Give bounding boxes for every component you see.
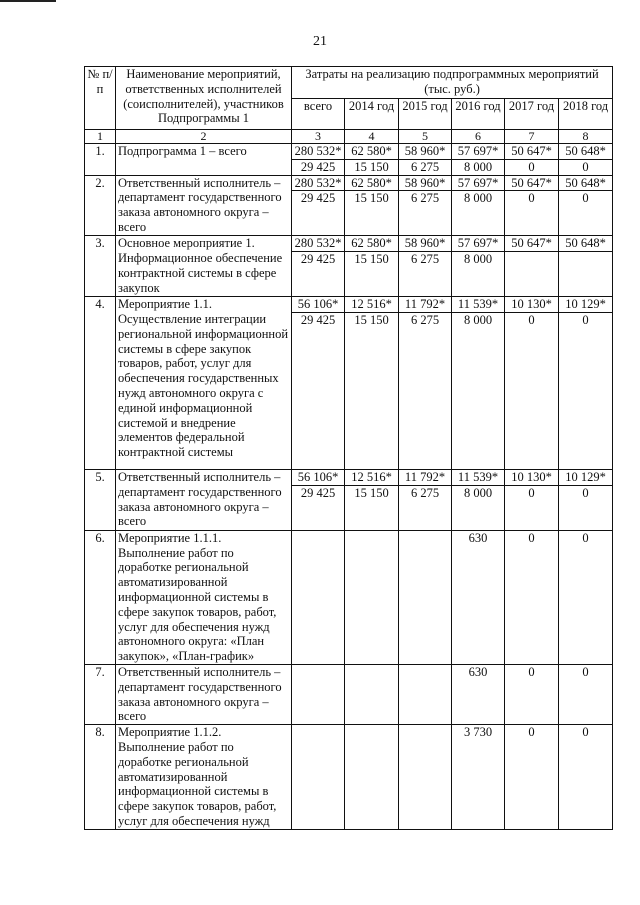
column-number: 3 — [292, 130, 345, 144]
value-cell: 6 275 — [399, 485, 452, 530]
row-number: 3. — [85, 236, 116, 297]
column-number: 1 — [85, 130, 116, 144]
value-cell: 10 129* — [559, 297, 613, 313]
value-cell: 0 — [505, 159, 559, 175]
value-cell — [345, 664, 399, 724]
value-cell: 0 — [559, 159, 613, 175]
value-cell: 15 150 — [345, 252, 399, 297]
value-cell: 8 000 — [452, 485, 505, 530]
column-number: 8 — [559, 130, 613, 144]
value-cell: 0 — [559, 530, 613, 664]
value-cell: 6 275 — [399, 312, 452, 469]
row-name: Подпрограмма 1 – всего — [116, 144, 292, 176]
value-cell: 280 532* — [292, 144, 345, 160]
value-cell: 0 — [505, 312, 559, 469]
header-year: 2018 год — [559, 99, 613, 130]
table-row — [85, 469, 613, 485]
value-cell: 58 960* — [399, 175, 452, 191]
value-cell: 10 130* — [505, 469, 559, 485]
value-cell: 29 425 — [292, 191, 345, 236]
table-row — [85, 175, 613, 191]
row-name: Ответственный исполнитель – департамент государственного заказа автономного округа – всего — [116, 664, 292, 724]
value-cell: 0 — [559, 191, 613, 236]
column-number: 6 — [452, 130, 505, 144]
value-cell: 6 275 — [399, 191, 452, 236]
value-cell: 15 150 — [345, 191, 399, 236]
value-cell — [292, 664, 345, 724]
row-name: Ответственный исполнитель – департамент государственного заказа автономного округа – всего — [116, 469, 292, 530]
value-cell: 0 — [505, 191, 559, 236]
value-cell: 57 697* — [452, 175, 505, 191]
value-cell: 62 580* — [345, 175, 399, 191]
value-cell: 0 — [505, 485, 559, 530]
table-row — [85, 144, 613, 160]
header-row — [85, 67, 613, 99]
table-row — [85, 297, 613, 313]
value-cell: 62 580* — [345, 144, 399, 160]
table-row — [85, 236, 613, 252]
row-number: 4. — [85, 297, 116, 470]
value-cell: 0 — [559, 485, 613, 530]
value-cell: 8 000 — [452, 159, 505, 175]
value-cell: 10 129* — [559, 469, 613, 485]
row-number: 8. — [85, 725, 116, 830]
value-cell: 8 000 — [452, 312, 505, 469]
value-cell: 10 130* — [505, 297, 559, 313]
value-cell: 11 792* — [399, 469, 452, 485]
value-cell: 630 — [452, 664, 505, 724]
value-cell — [559, 252, 613, 297]
value-cell — [505, 252, 559, 297]
row-number: 2. — [85, 175, 116, 236]
value-cell: 6 275 — [399, 159, 452, 175]
value-cell — [399, 725, 452, 830]
row-number: 1. — [85, 144, 116, 176]
value-cell: 12 516* — [345, 469, 399, 485]
value-cell: 11 539* — [452, 469, 505, 485]
value-cell: 280 532* — [292, 236, 345, 252]
header-year: 2015 год — [399, 99, 452, 130]
row-name: Мероприятие 1.1.2. Выполнение работ по доработке региональной автоматизированной информационной системы в сфере закупок товаров, работ, услуг для обеспечения нужд — [116, 725, 292, 830]
row-name: Основное мероприятие 1. Информационное обеспечение контрактной системы в сфере закупок — [116, 236, 292, 297]
value-cell: 50 647* — [505, 236, 559, 252]
value-cell: 29 425 — [292, 312, 345, 469]
row-name: Мероприятие 1.1.1. Выполнение работ по доработке региональной автоматизированной информационной системы в сфере закупок товаров, работ, услуг для обеспечения нужд автономного округа: «План закупок», «План-график» — [116, 530, 292, 664]
value-cell: 57 697* — [452, 144, 505, 160]
column-number: 4 — [345, 130, 399, 144]
value-cell: 29 425 — [292, 485, 345, 530]
header-year: 2016 год — [452, 99, 505, 130]
value-cell: 56 106* — [292, 469, 345, 485]
value-cell: 0 — [505, 725, 559, 830]
column-number: 2 — [116, 130, 292, 144]
value-cell: 0 — [505, 664, 559, 724]
value-cell: 0 — [505, 530, 559, 664]
value-cell — [399, 530, 452, 664]
value-cell: 0 — [559, 312, 613, 469]
value-cell: 50 648* — [559, 144, 613, 160]
value-cell: 50 647* — [505, 175, 559, 191]
row-name: Мероприятие 1.1. Осуществление интеграции региональной информационной системы в сфере закупок товаров, работ, услуг для обеспечения государственных нужд автономного округа с единой информационной системой и внедрение элементов федеральной контрактной системы — [116, 297, 292, 470]
value-cell: 0 — [559, 664, 613, 724]
value-cell: 280 532* — [292, 175, 345, 191]
header-costs: Затраты на реализацию подпрограммных мероприятий (тыс. руб.) — [292, 67, 613, 99]
row-number: 7. — [85, 664, 116, 724]
value-cell: 56 106* — [292, 297, 345, 313]
value-cell: 29 425 — [292, 252, 345, 297]
value-cell: 50 647* — [505, 144, 559, 160]
value-cell: 630 — [452, 530, 505, 664]
value-cell: 58 960* — [399, 236, 452, 252]
value-cell: 50 648* — [559, 236, 613, 252]
value-cell: 15 150 — [345, 312, 399, 469]
header-total: всего — [292, 99, 345, 130]
value-cell — [345, 725, 399, 830]
value-cell: 15 150 — [345, 159, 399, 175]
row-name: Ответственный исполнитель – департамент государственного заказа автономного округа – всего — [116, 175, 292, 236]
top-left-rule — [0, 0, 56, 2]
value-cell: 12 516* — [345, 297, 399, 313]
column-number: 7 — [505, 130, 559, 144]
value-cell: 8 000 — [452, 252, 505, 297]
header-year: 2017 год — [505, 99, 559, 130]
table-row — [85, 725, 613, 830]
value-cell: 29 425 — [292, 159, 345, 175]
header-no: № п/п — [85, 67, 116, 130]
value-cell: 11 539* — [452, 297, 505, 313]
value-cell: 8 000 — [452, 191, 505, 236]
column-numbers-row — [85, 130, 613, 144]
value-cell: 3 730 — [452, 725, 505, 830]
column-number: 5 — [399, 130, 452, 144]
page-number: 21 — [313, 34, 327, 49]
row-number: 6. — [85, 530, 116, 664]
header-year: 2014 год — [345, 99, 399, 130]
value-cell: 57 697* — [452, 236, 505, 252]
table-row — [85, 664, 613, 724]
budget-table — [84, 66, 613, 830]
value-cell — [292, 725, 345, 830]
table-row — [85, 530, 613, 664]
row-number: 5. — [85, 469, 116, 530]
value-cell: 0 — [559, 725, 613, 830]
value-cell — [399, 664, 452, 724]
value-cell: 15 150 — [345, 485, 399, 530]
value-cell — [292, 530, 345, 664]
value-cell: 11 792* — [399, 297, 452, 313]
header-name: Наименование мероприятий, ответственных исполнителей (соисполнителей), участников Подпрограммы 1 — [116, 67, 292, 130]
value-cell: 50 648* — [559, 175, 613, 191]
value-cell: 58 960* — [399, 144, 452, 160]
value-cell: 62 580* — [345, 236, 399, 252]
value-cell — [345, 530, 399, 664]
value-cell: 6 275 — [399, 252, 452, 297]
